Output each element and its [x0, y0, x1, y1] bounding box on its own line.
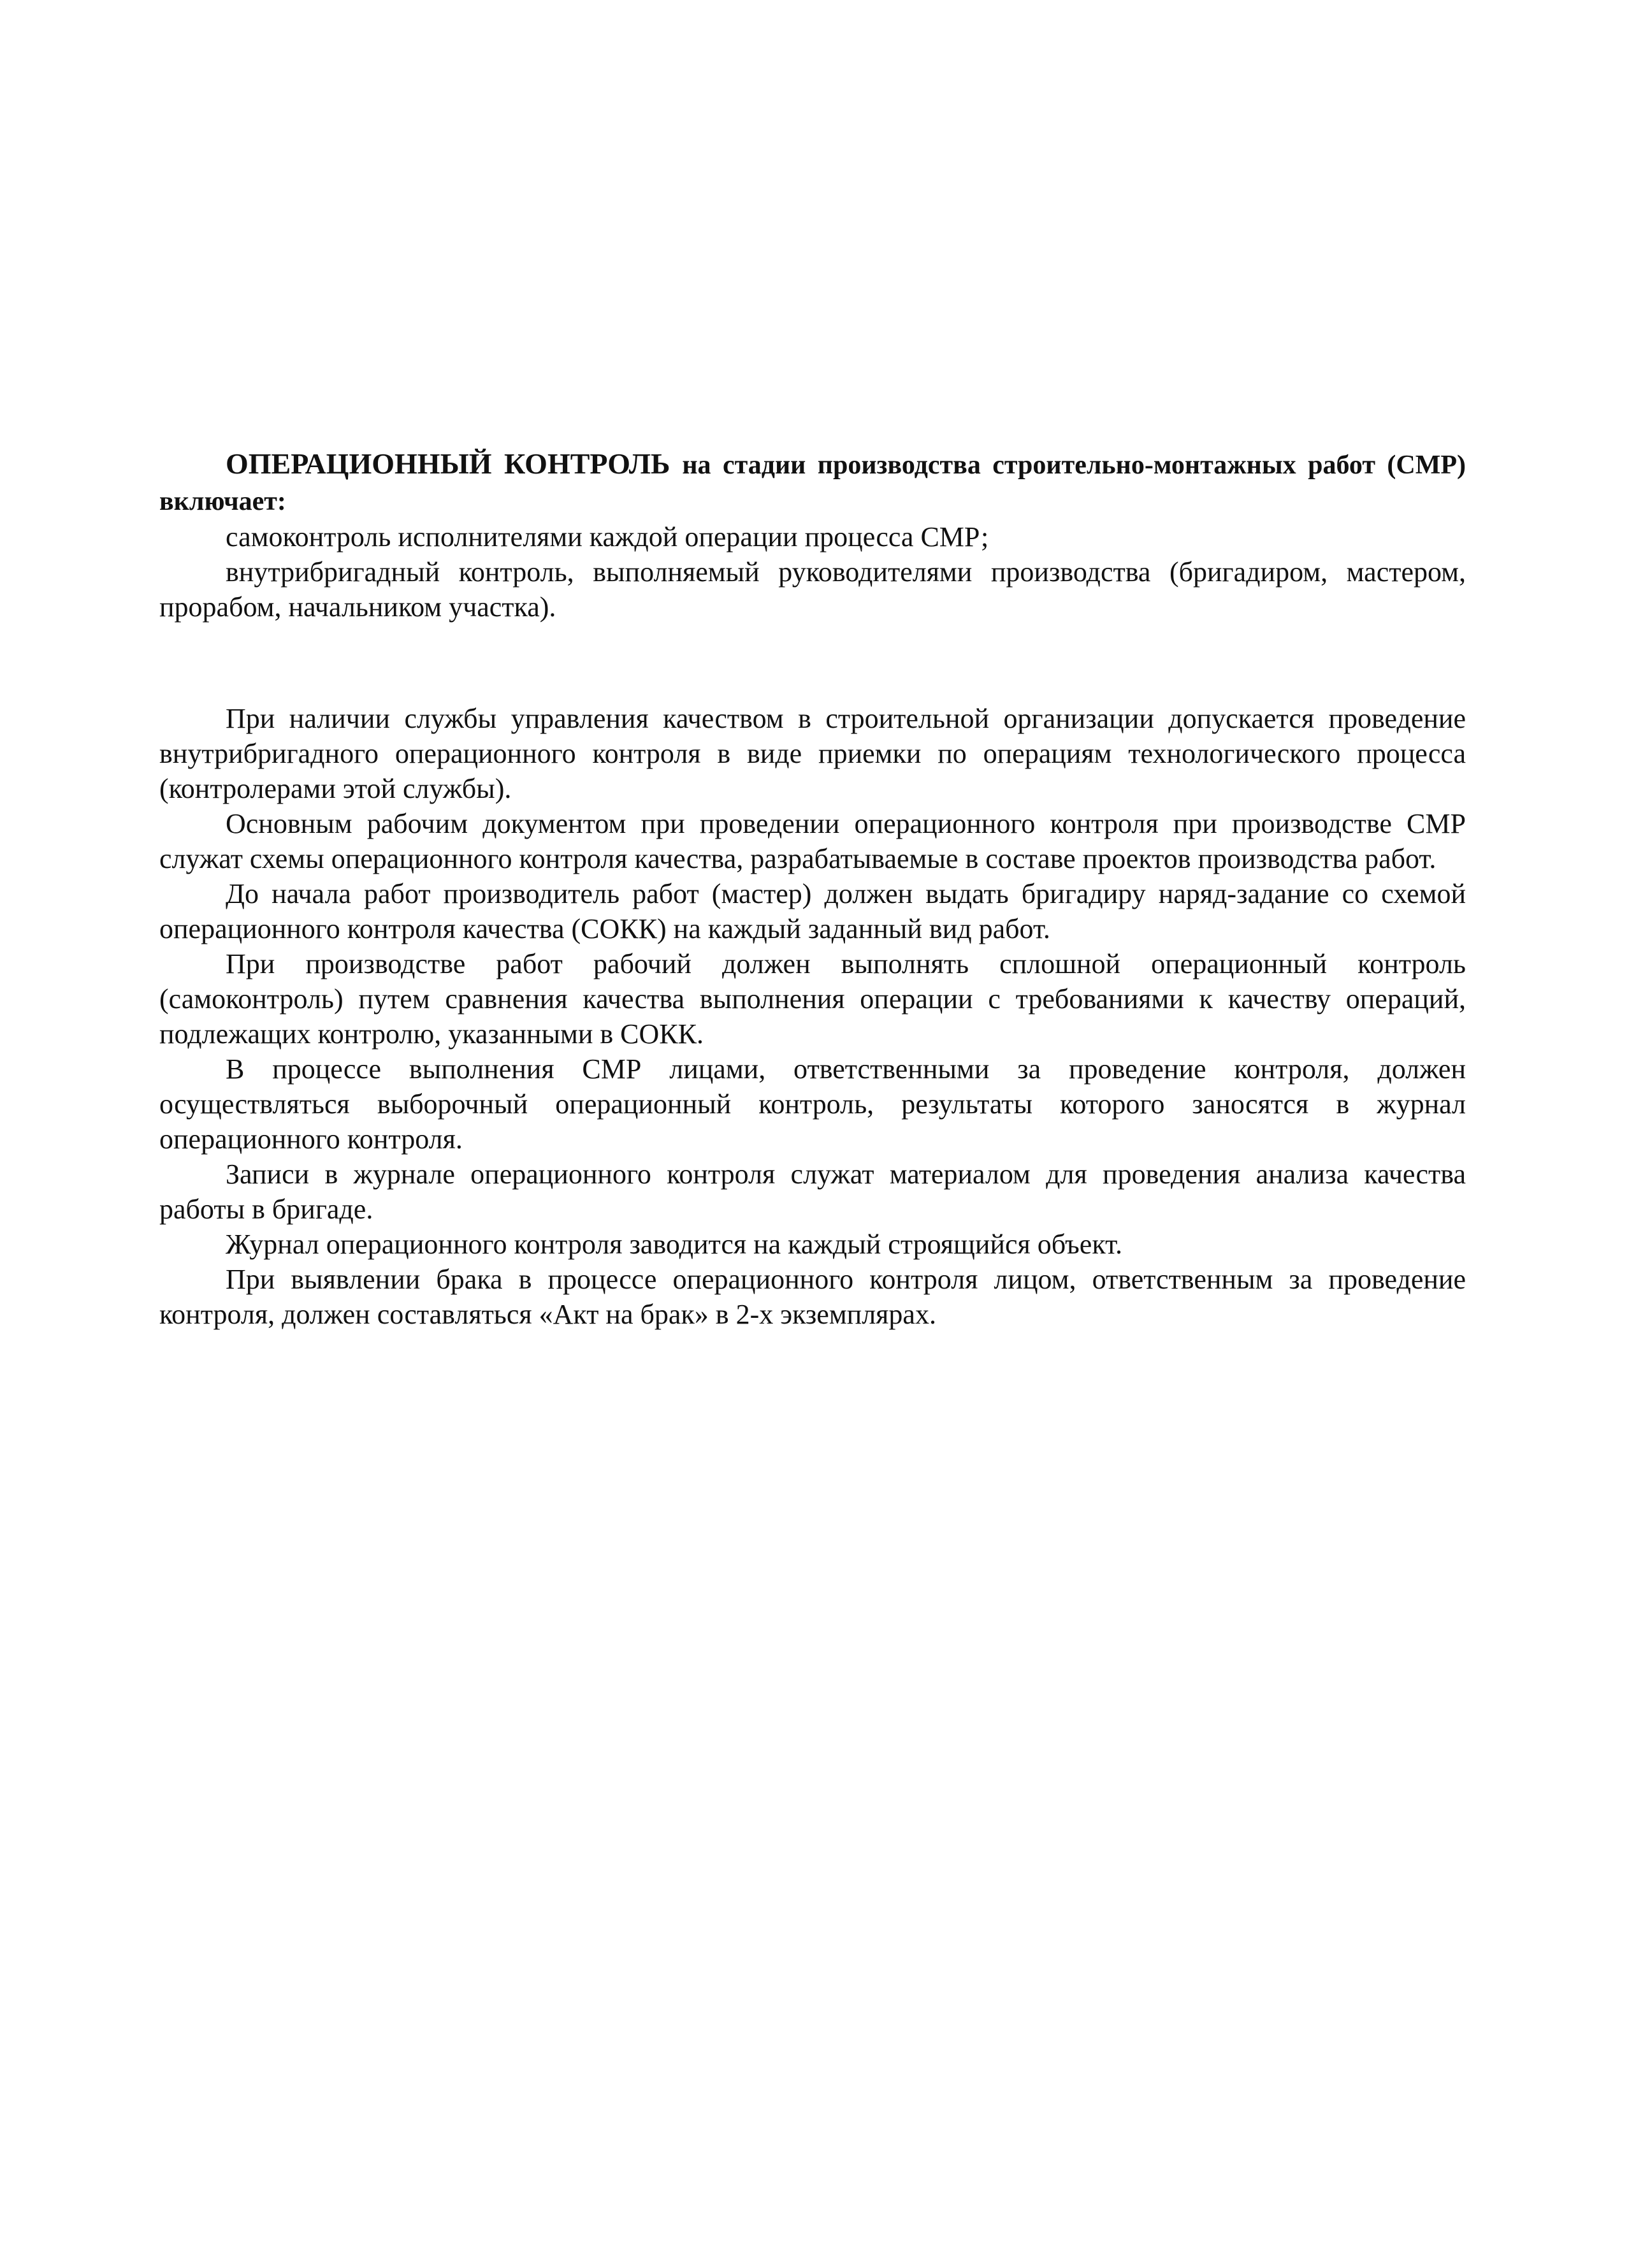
paragraph-journal-records: Записи в журнале операционного контроля служат материалом для проведения анализа качества работы в бригаде.	[159, 1159, 1466, 1225]
intro-item-self-control: самоконтроль исполнителями каждой операции процесса СМР;	[226, 521, 989, 553]
paragraph-main-document: Основным рабочим документом при проведении операционного контроля при производстве СМР служат схемы операционного контроля качества, разрабатываемые в составе проектов производства работ.	[159, 808, 1466, 874]
paragraph-continuous-control: При производстве работ рабочий должен выполнять сплошной операционный контроль (самоконтроль) путем сравнения качества выполнения операции с требованиями к качеству операций, подлежащих контролю, указанными в СОКК.	[159, 948, 1466, 1050]
paragraph-work-order: До начала работ производитель работ (мастер) должен выдать бригадиру наряд-задание со схемой операционного контроля качества (СОКК) на каждый заданный вид работ.	[159, 878, 1466, 944]
operational-control-intro	[159, 446, 1466, 625]
heading-title: ОПЕРАЦИОННЫЙ КОНТРОЛЬ	[226, 447, 670, 480]
intro-item-team-control: внутрибригадный контроль, выполняемый руководителями производства (бригадиром, мастером, прорабом, начальником участка).	[159, 556, 1466, 623]
section-heading	[159, 446, 1466, 519]
document-page	[159, 446, 1466, 1332]
paragraph-journal-per-object: Журнал операционного контроля заводится на каждый строящийся объект.	[226, 1229, 1123, 1260]
heading-subtitle: на стадии производства строительно-монтажных работ (СМР) включает:	[159, 451, 1466, 516]
paragraph-quality-service: При наличии службы управления качеством в строительной организации допускается проведение внутрибригадного операционного контроля в виде приемки по операциям технологического процесса (контролерами этой службы).	[159, 703, 1466, 804]
paragraph-selective-control: В процессе выполнения СМР лицами, ответственными за проведение контроля, должен осуществляться выборочный операционный контроль, результаты которого заносятся в журнал операционного контроля.	[159, 1053, 1466, 1155]
paragraph-defect-act: При выявлении брака в процессе операционного контроля лицом, ответственным за проведение контроля, должен составляться «Акт на брак» в 2-х экземплярах.	[159, 1264, 1466, 1330]
operational-control-rules	[159, 701, 1466, 1332]
